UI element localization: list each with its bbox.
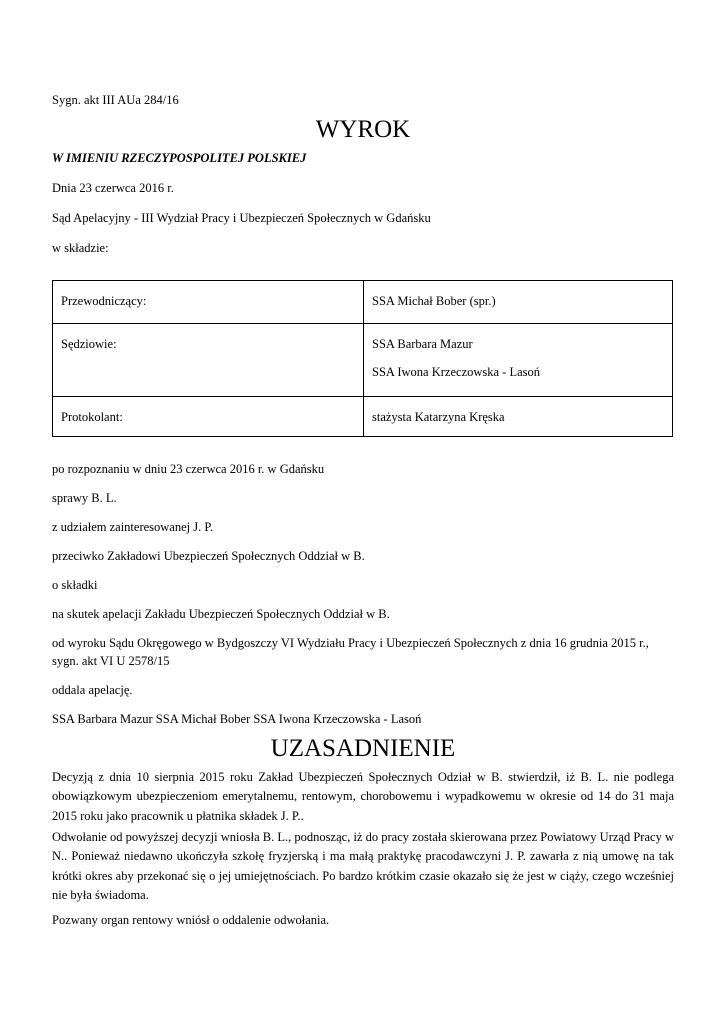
- proceedings-line: z udziałem zainteresowanej J. P.: [52, 520, 214, 534]
- panel-value-text: stażysta Katarzyna Kręska: [372, 410, 505, 424]
- panel-label: [53, 281, 364, 324]
- justification-paragraph: Decyzją z dnia 10 sierpnia 2015 roku Zakład Ubezpieczeń Społecznych Odział w B. stwierdził, iż B. L. nie podlega obowiązkowym ubezpieczeniom emerytalnemu, rentowym, chorobowemu i wypadkowemu w okresie od 14 do 31 maja 2015 roku jako pracownik u płatnika składek J. P..: [52, 770, 674, 823]
- justification-paragraph: Odwołanie od powyższej decyzji wniosła B. L., podnosząc, iż do pracy została skierowana przez Powiatowy Urząd Pracy w N.. Ponieważ niedawno ukończyła szkołę fryzjerską i ma małą praktykę pracodawczyni J. P. zawarła z nią umowę na tak krótki okres aby przekonać się o jej umiejętnościach. Po bardzo krótkim czasie okazało się że jest w ciąży, czego wcześniej nie była świadoma.: [52, 830, 674, 903]
- panel-value: [364, 397, 673, 437]
- panel-label: [53, 397, 364, 437]
- document-title: WYROK: [315, 116, 411, 143]
- justification-title: UZASADNIENIE: [270, 735, 456, 762]
- court-panel-table: [52, 280, 673, 437]
- proceedings-line: sprawy B. L.: [52, 491, 117, 505]
- panel-value-text: SSA Barbara Mazur: [372, 337, 473, 351]
- table-row: [53, 397, 673, 437]
- panel-value-text: SSA Michał Bober (spr.): [372, 294, 496, 308]
- panel-value-text: SSA Iwona Krzeczowska - Lasoń: [372, 364, 541, 379]
- table-row: [53, 281, 673, 324]
- proceedings-line: po rozpoznaniu w dniu 23 czerwca 2016 r. w Gdańsku: [52, 462, 325, 476]
- ruling-text: oddala apelację.: [52, 683, 133, 697]
- judges-signatures: SSA Barbara Mazur SSA Michał Bober SSA Iwona Krzeczowska - Lasoń: [52, 712, 422, 726]
- panel-label: [53, 324, 364, 397]
- panel-label-text: Protokolant:: [61, 410, 123, 424]
- panel-label-text: Przewodniczący:: [61, 294, 147, 308]
- document-subtitle: W IMIENIU RZECZYPOSPOLITEJ POLSKIEJ: [52, 151, 307, 165]
- proceedings-line: o składki: [52, 578, 98, 592]
- panel-value: [364, 324, 673, 397]
- proceedings-line: przeciwko Zakładowi Ubezpieczeń Społecznych Oddział w B.: [52, 549, 365, 563]
- court-name: Sąd Apelacyjny - III Wydział Pracy i Ubezpieczeń Społecznych w Gdańsku: [52, 211, 431, 225]
- justification-paragraph: Pozwany organ rentowy wniósł o oddalenie odwołania.: [52, 913, 330, 927]
- proceedings-line: od wyroku Sądu Okręgowego w Bydgoszczy VI Wydziału Pracy i Ubezpieczeń Społecznych z dnia 16 grudnia 2015 r., sygn. akt VI U 2578/15: [52, 636, 649, 668]
- judgment-date: Dnia 23 czerwca 2016 r.: [52, 181, 174, 195]
- composition-intro: w składzie:: [52, 241, 109, 255]
- proceedings-line: na skutek apelacji Zakładu Ubezpieczeń Społecznych Oddział w B.: [52, 607, 390, 621]
- table-row: [53, 324, 673, 397]
- panel-label-text: Sędziowie:: [61, 337, 117, 351]
- case-number: Sygn. akt III AUa 284/16: [52, 93, 179, 107]
- panel-value: [364, 281, 673, 324]
